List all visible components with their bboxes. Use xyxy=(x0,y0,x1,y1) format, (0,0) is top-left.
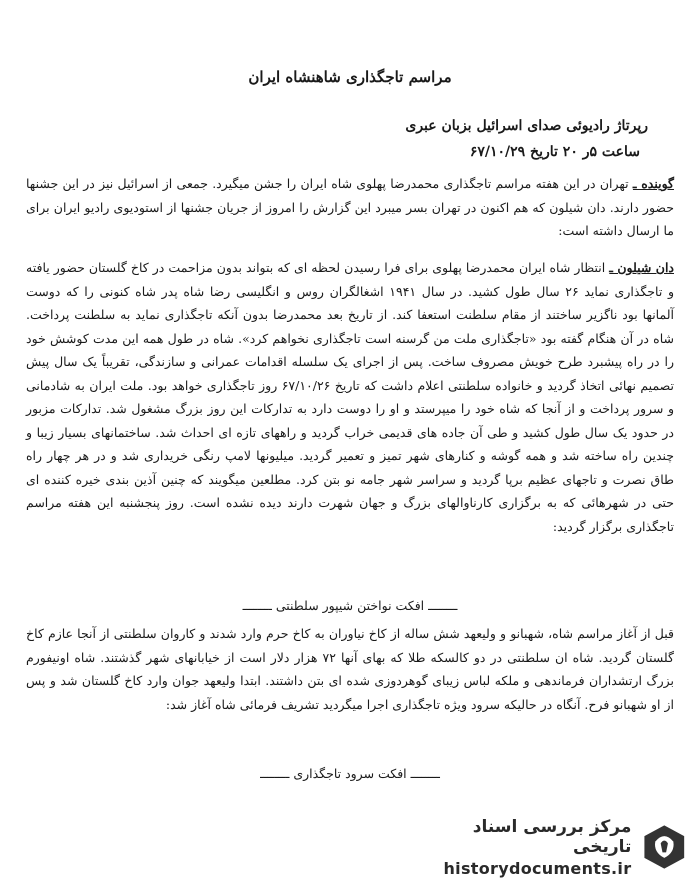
document-subtitle: رپرتاژ رادیوئی صدای اسرائیل بزبان عبری xyxy=(405,118,648,134)
watermark-url: historydocuments.ir xyxy=(443,858,632,878)
paragraph-report xyxy=(26,256,674,538)
watermark-text xyxy=(430,817,631,878)
paragraph-text: تهران در این هفته مراسم تاجگذاری محمدرضا پهلوی شاه ایران را جشن میگیرد. جمعی از اسرائیل نیز در این جشنها حضور دارند. دان شیلون که هم اکنون در تهران بسر میبرد این گزارش را امروز از جریان جشنها از استودیوی رادیو ایران برای ما ارسال داشته است: xyxy=(26,176,674,238)
center-logo-icon xyxy=(639,819,690,875)
sound-cue: ــــــــ افکت سرود تاجگذاری ــــــــ xyxy=(260,766,440,781)
watermark-logo xyxy=(430,811,690,883)
speaker-label: دان شیلون ـ xyxy=(609,260,674,275)
speaker-label: گوینده ـ xyxy=(632,176,674,191)
paragraph-ceremony xyxy=(26,622,674,716)
paragraph-text: انتظار شاه ایران محمدرضا پهلوی برای فرا رسیدن لحظه ای که بتواند بدون مزاحمت در کاخ گلستان حضور یافته و تاجگذاری نماید ۲۶ سال طول کشید. در سال ۱۹۴۱ اشغالگران روس و انگلیسی رضا شاه پدر شاه کنونی را که دوست آلمانها بود ناگزیر ساختند از مقام سلطنت استعفا کند. از تاریخ بعد محمدرضا بدون آنکه تاجگذاری نماید به سلطنت پرداخت. شاه در آن هنگام گفته بود «تاجگذاری ملت من گرسنه است تاجگذاری نخواهم کرد». شاه در طول همه این مدت کوشش خود را در راه پیشبرد طرح خویش مصروف ساخت. پس از اجرای یک سلسله اقدامات عمرانی و سازندگی، تقریباً یک سال پیش تصمیم نهائی اتخاذ گردید و خانواده سلطنتی اعلام داشت که تاریخ ۶۷/۱۰/۲۶ روز تاجگذاری خواهد بود. ملت ایران به شادمانی و سرور پرداخت و از آنجا که شاه خود را میپرستد و او را دوست دارد به تدارکات این روز بزرگ مشغول شد. تدارکات مزبور در حدود یک سال طول کشید و طی آن جاده های قدیمی خراب گردید و راههای تازه ای احداث شد. ساختمانهای بسیار زیبا و چندین راه ساخته شد و همه گوشه و کنارهای شهر تمیز و تعمیر گردید. میلیونها لامپ رنگی خریداری شد و در هر چهار راه طاق نصرت و تاجهای عظیم برپا گردید و سراسر شهر جامه نو بتن کرد. مطلعین میگویند که چنین آذین بندی خیره کننده ای حتی در شهرهائی که به برگزاری کارناوالهای بزرگ و جهان شهرت دارند دیده نشده است. روز پنجشنبه این هفته مراسم تاجگذاری برگزار گردید: xyxy=(26,260,675,534)
paragraph-announcer xyxy=(26,172,674,243)
document-date-line: ساعت ۵ر ۲۰ تاریخ ۶۷/۱۰/۲۹ xyxy=(469,144,640,160)
document-title: مراسم تاجگذاری شاهنشاه ایران xyxy=(248,68,452,86)
watermark-persian: مرکز بررسی اسناد تاریخی xyxy=(472,816,632,857)
paragraph-text: قبل از آغاز مراسم شاه، شهبانو و ولیعهد شش ساله از کاخ نیاوران به کاخ حرم وارد شدند و کاروان سلطنتی از آنجا عازم کاخ گلستان گردید. شاه ان سلطنتی در دو کالسکه طلا که بهای آنها ۷۲ هزار دلار است از خیابانهای شهر گذشتند. شاه اونیفورم بزرگ ارتشداران فرماندهی و ملکه لباس زیبای گوهردوزی شده ای بتن داشتند. ابتدا ولیعهد جوان وارد کاخ گلستان شد و پس از او شهبانو فرح. آنگاه در حالیکه سرود ویژه تاجگذاری اجرا میگردید تشریف فرمائی شاه آغاز شد: xyxy=(26,626,674,712)
sound-cue: ــــــــ افکت نواختن شیپور سلطنتی ــــــــ xyxy=(242,598,458,613)
